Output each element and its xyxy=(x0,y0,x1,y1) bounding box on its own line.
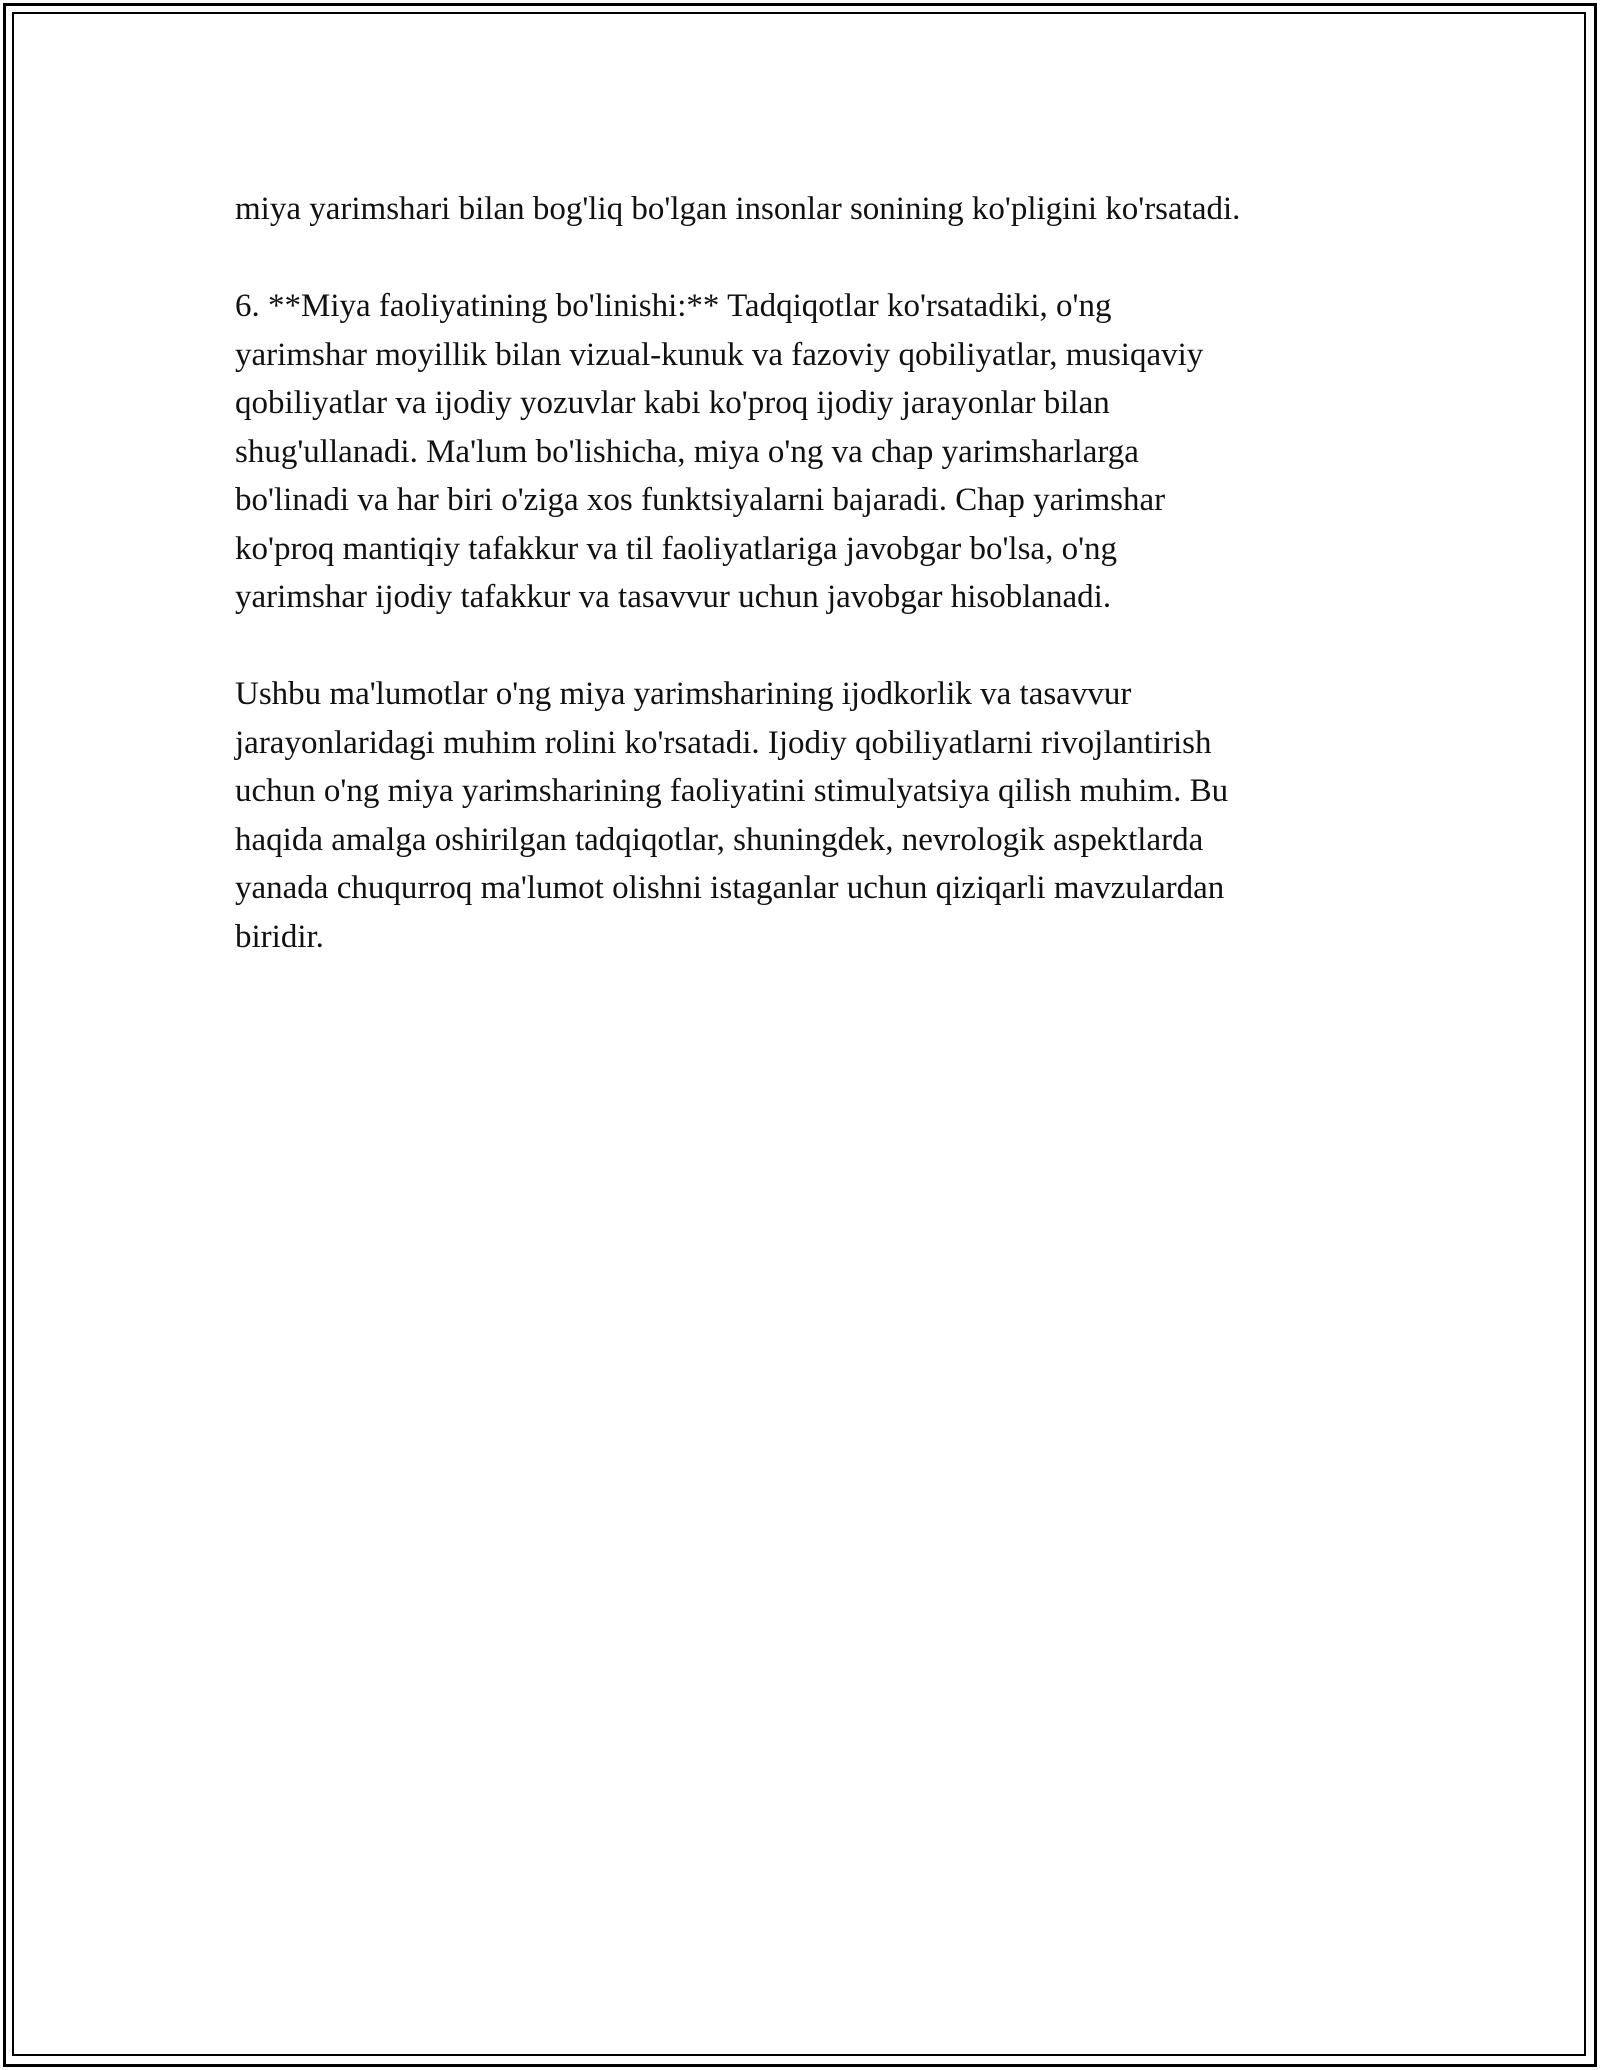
text-line: ko'proq mantiqiy tafakkur va til faoliyatlariga javobgar bo'lsa, o'ng xyxy=(235,530,1118,567)
text-line: Ushbu ma'lumotlar o'ng miya yarimsharining ijodkorlik va tasavvur xyxy=(235,676,1132,712)
text-line: haqida amalga oshirilgan tadqiqotlar, shuningdek, nevrologik aspektlarda xyxy=(235,821,1204,858)
text-line: miya yarimshari bilan bog'liq bo'lgan insonlar sonining ko'pligini ko'rsatadi. xyxy=(235,191,1241,227)
paragraph-continuation xyxy=(235,185,1365,234)
text-line: yanada chuqurroq ma'lumot olishni istaganlar uchun qiziqarli mavzulardan xyxy=(235,870,1225,906)
text-line: uchun o'ng miya yarimsharining faoliyatini stimulyatsiya qilish muhim. Bu xyxy=(235,773,1229,809)
paragraph-summary xyxy=(235,670,1365,961)
document-body xyxy=(235,185,1365,961)
text-line: yarimshar ijodiy tafakkur va tasavvur uchun javobgar hisoblanadi. xyxy=(235,579,1112,615)
text-line: yarimshar moyillik bilan vizual-kunuk va fazoviy qobiliyatlar, musiqaviy xyxy=(235,336,1204,373)
text-line: jarayonlaridagi muhim rolini ko'rsatadi. Ijodiy qobiliyatlarni rivojlantirish xyxy=(235,724,1212,761)
text-line: bo'linadi va har biri o'ziga xos funktsiyalarni bajaradi. Chap yarimshar xyxy=(235,482,1166,518)
text-line: biridir. xyxy=(235,918,324,955)
paragraph-brain-division xyxy=(235,282,1365,622)
text-line: 6. **Miya faoliyatining bo'linishi:** Tadqiqotlar ko'rsatadiki, o'ng xyxy=(235,288,1112,324)
text-line: shug'ullanadi. Ma'lum bo'lishicha, miya o'ng va chap yarimsharlarga xyxy=(235,433,1139,470)
text-line: qobiliyatlar va ijodiy yozuvlar kabi ko'proq ijodiy jarayonlar bilan xyxy=(235,385,1110,421)
